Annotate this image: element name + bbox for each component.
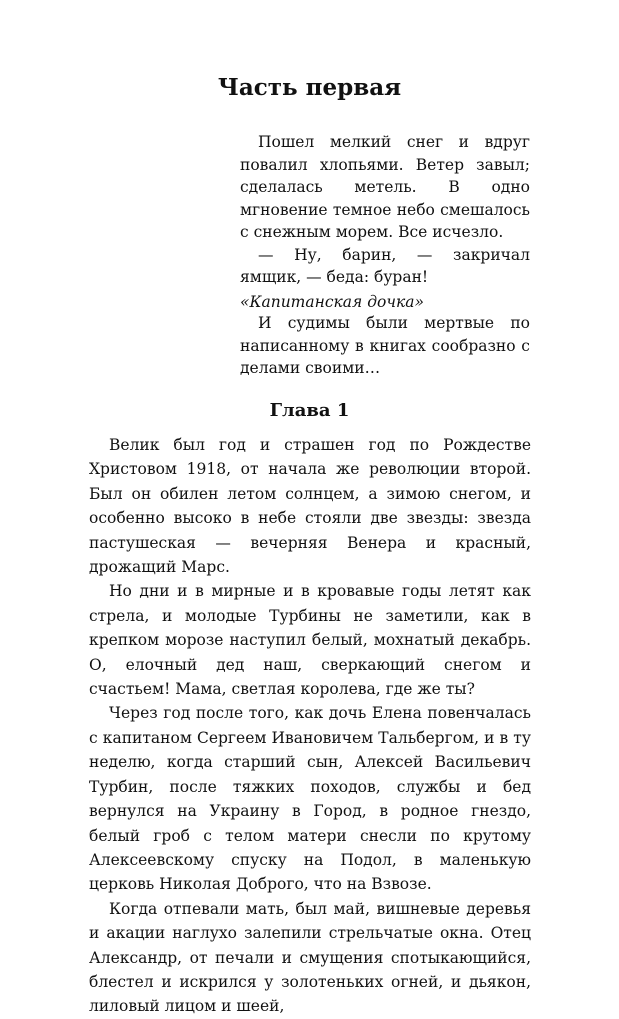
epigraph-paragraph: — Ну, барин, — закричал ямщик, — беда: буран!	[240, 245, 530, 286]
chapter-title: Глава 1	[269, 400, 350, 421]
epigraph-scripture	[240, 312, 530, 380]
epigraph-paragraph: И судимы были мертвые по написанному в книгах сообразно с делами своими…	[240, 314, 530, 377]
body-paragraph: Когда отпевали мать, был май, вишневые деревья и акации наглухо залепили стрельчатые окна. Отец Александр, от печали и смущения спотыкающийся, блестел и искрился у золотеньких огней, и дьякон, лиловый лицом и шеей,	[89, 899, 531, 1016]
epigraph-source: «Капитанская дочка»	[240, 292, 424, 311]
body-paragraph: Но дни и в мирные и в кровавые годы летят как стрела, и молодые Турбины не заметили, как в крепком морозе наступил белый, мохнатый декабрь. О, елочный дед наш, сверкающий снегом и счастьем! Мама, светлая королева, где же ты?	[89, 582, 531, 699]
chapter-body	[89, 433, 531, 1019]
epigraph-pushkin	[240, 131, 530, 313]
part-title: Часть первая	[217, 74, 402, 101]
body-paragraph: Через год после того, как дочь Елена повенчалась с капитаном Сергеем Ивановичем Тальбергом, и в ту неделю, когда старший сын, Алексей Васильевич Турбин, после тяжких походов, службы и бед вернулся на Украину в Город, в родное гнездо, белый гроб с телом матери снесли по крутому Алексеевскому спуску на Подол, в маленькую церковь Николая Доброго, что на Взвозе.	[89, 704, 531, 894]
body-paragraph: Велик был год и страшен год по Рождестве Христовом 1918, от начала же революции второй. Был он обилен летом солнцем, а зимою снегом, и особенно высоко в небе стояли две звезды: звезда пастушеская — вечерняя Венера и красный, дрожащий Марс.	[89, 436, 531, 577]
epigraph-paragraph: Пошел мелкий снег и вдруг повалил хлопьями. Ветер завыл; сделалась метель. В одно мгновение темное небо смешалось с снежным морем. Все исчезло.	[240, 133, 530, 241]
